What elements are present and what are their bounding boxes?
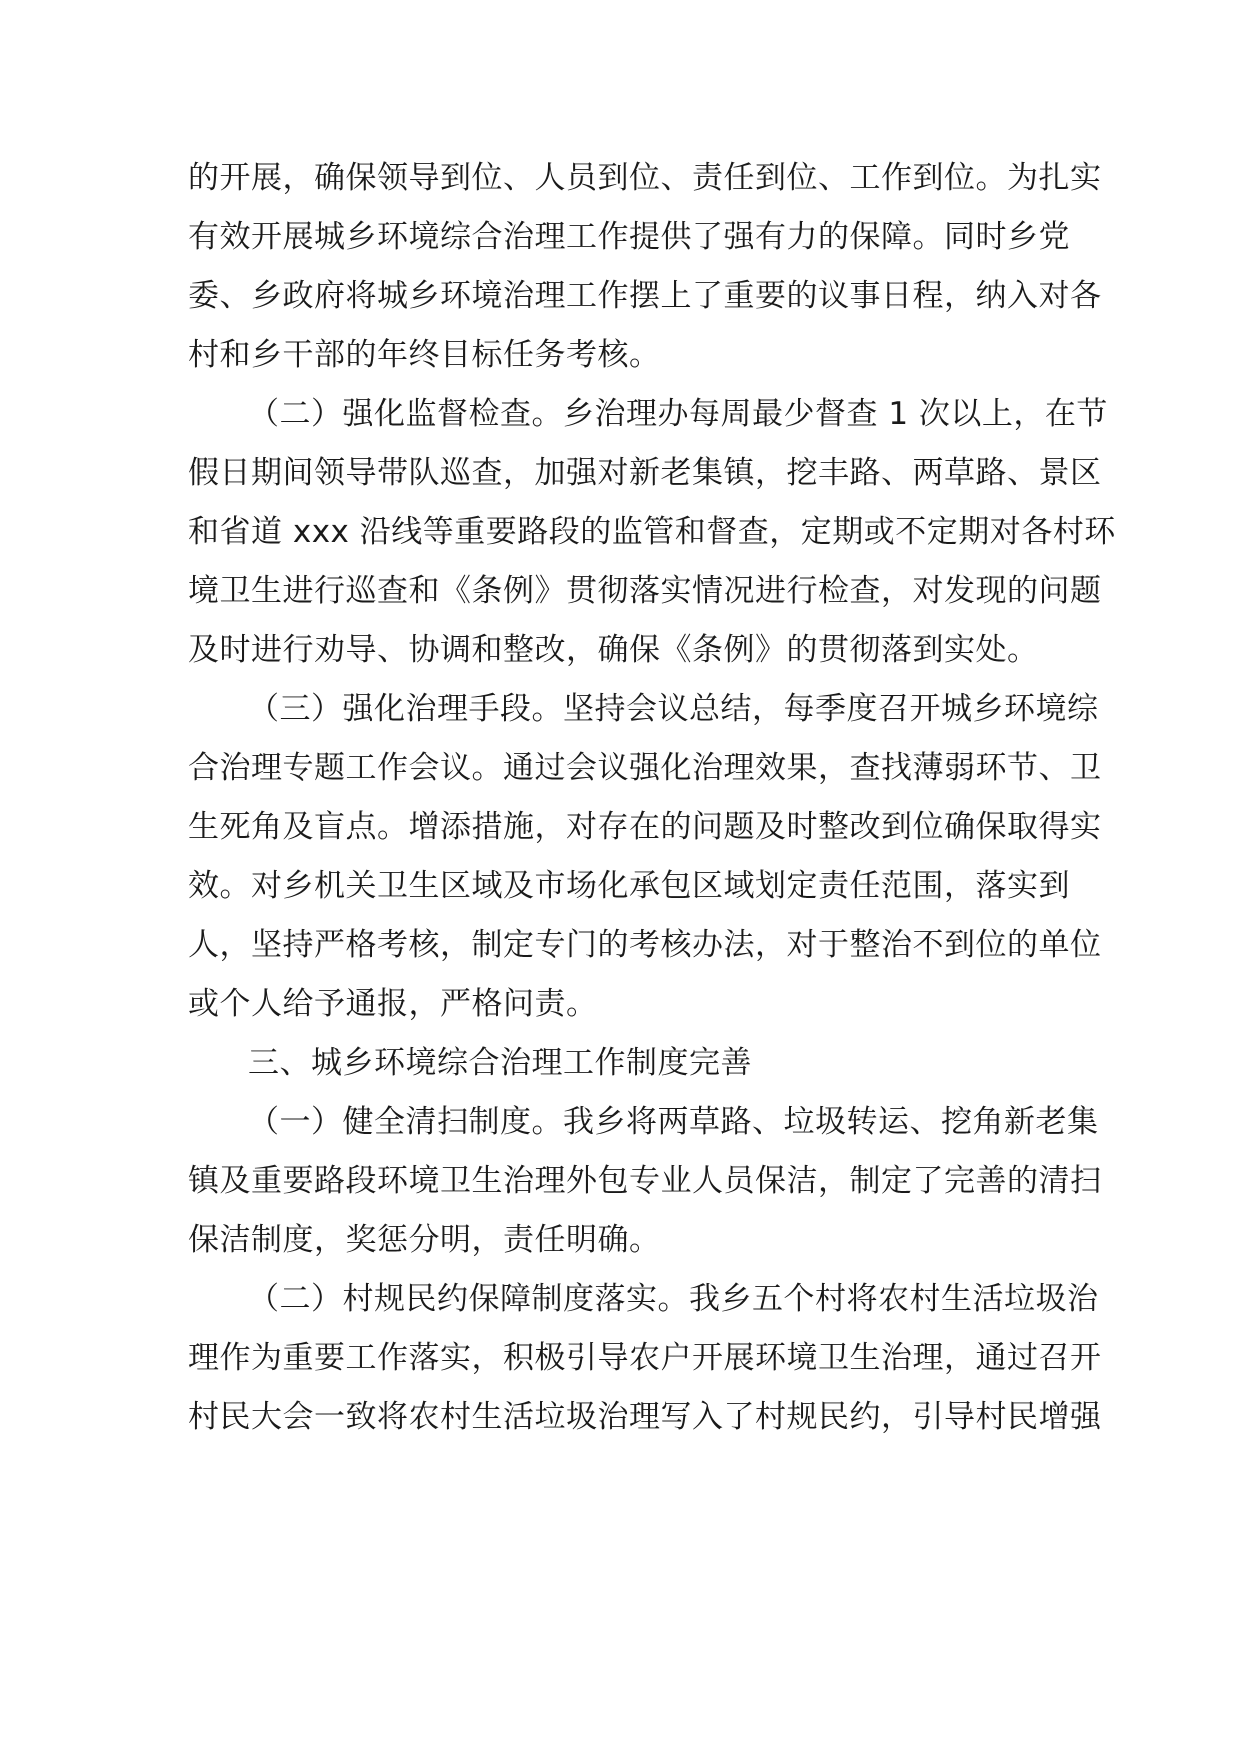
text-line: 生死角及盲点。增添措施，对存在的问题及时整改到位确保取得实: [188, 809, 1102, 845]
paragraph-start-line: （一）健全清扫制度。我乡将两草路、垃圾转运、挖角新老集: [248, 1104, 1099, 1140]
text-line: 或个人给予通报，严格问责。: [188, 986, 598, 1022]
text-line: 效。对乡机关卫生区域及市场化承包区域划定责任范围，落实到: [188, 868, 1070, 904]
text-line: 和省道 xxx 沿线等重要路段的监管和督查，定期或不定期对各村环: [188, 514, 1116, 550]
text-line: 村民大会一致将农村生活垃圾治理写入了村规民约，引导村民增强: [188, 1399, 1102, 1435]
text-line: 境卫生进行巡查和《条例》贯彻落实情况进行检查，对发现的问题: [188, 573, 1102, 609]
section-heading: 三、城乡环境综合治理工作制度完善: [248, 1045, 752, 1081]
text-line: 理作为重要工作落实，积极引导农户开展环境卫生治理，通过召开: [188, 1340, 1102, 1376]
text-line: 委、乡政府将城乡环境治理工作摆上了重要的议事日程，纳入对各: [188, 278, 1102, 314]
text-line: 及时进行劝导、协调和整改，确保《条例》的贯彻落到实处。: [188, 632, 1039, 668]
paragraph-start-line: （二）村规民约保障制度落实。我乡五个村将农村生活垃圾治: [248, 1281, 1099, 1317]
paragraph-start-line: （二）强化监督检查。乡治理办每周最少督查 1 次以上，在节: [248, 396, 1108, 432]
text-line: 镇及重要路段环境卫生治理外包专业人员保洁，制定了完善的清扫: [188, 1163, 1102, 1199]
paragraph-start-line: （三）强化治理手段。坚持会议总结，每季度召开城乡环境综: [248, 691, 1099, 727]
text-line: 人，坚持严格考核，制定专门的考核办法，对于整治不到位的单位: [188, 927, 1102, 963]
text-line: 有效开展城乡环境综合治理工作提供了强有力的保障。同时乡党: [188, 219, 1070, 255]
text-line: 的开展，确保领导到位、人员到位、责任到位、工作到位。为扎实: [188, 160, 1102, 196]
text-line: 合治理专题工作会议。通过会议强化治理效果，查找薄弱环节、卫: [188, 750, 1102, 786]
text-line: 保洁制度，奖惩分明，责任明确。: [188, 1222, 661, 1258]
text-line: 村和乡干部的年终目标任务考核。: [188, 337, 661, 373]
text-line: 假日期间领导带队巡查，加强对新老集镇，挖丰路、两草路、景区: [188, 455, 1102, 491]
